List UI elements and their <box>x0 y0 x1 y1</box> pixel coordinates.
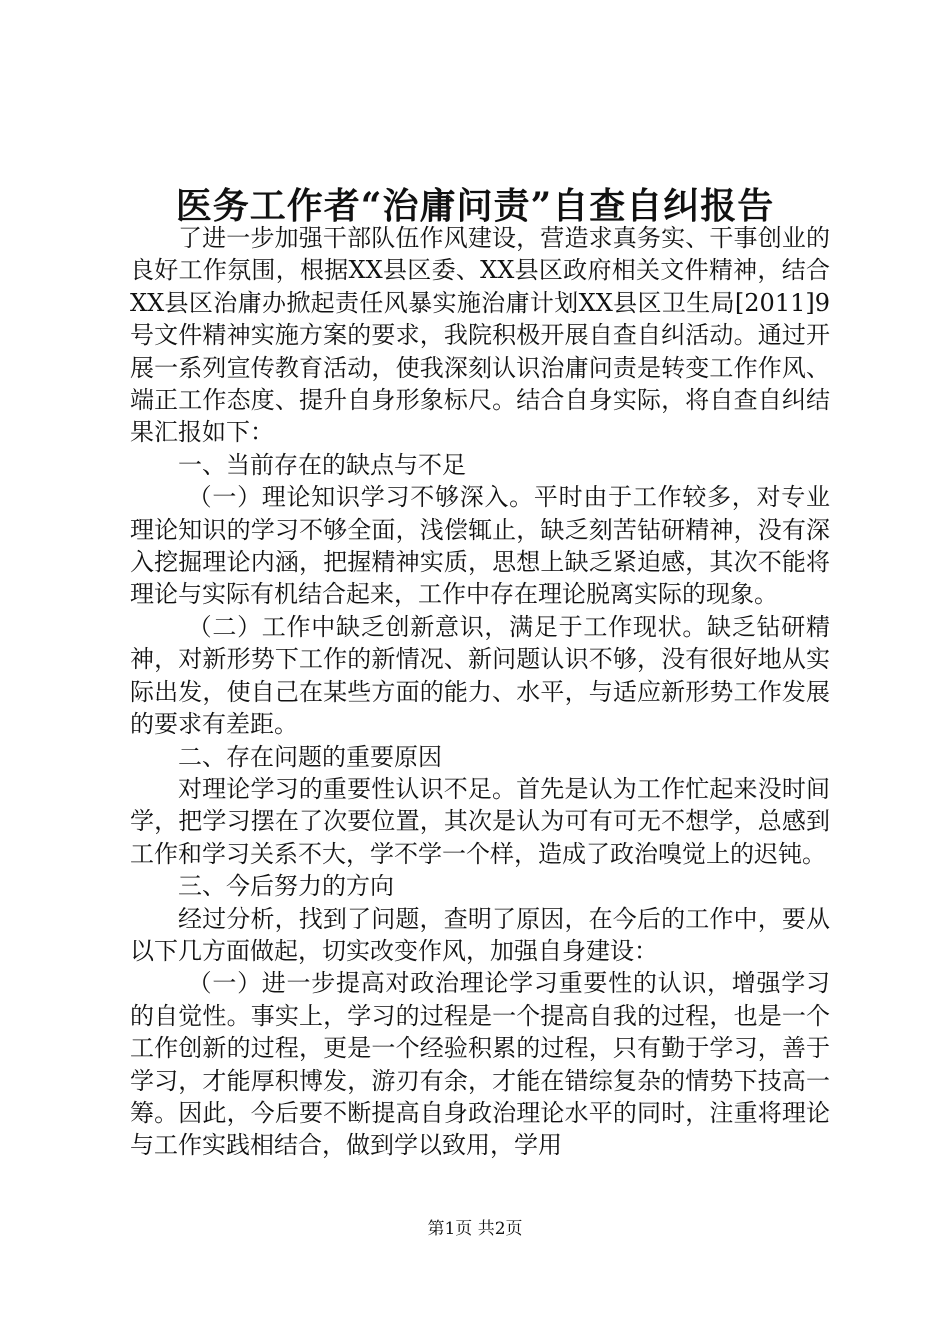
subsection-paragraph-1-1: （一）理论知识学习不够深入。平时由于工作较多，对专业理论知识的学习不够全面，浅偿辄止，缺乏刻苦钻研精神，没有深入挖掘理论内涵，把握精神实质，思想上缺乏紧迫感，其次不能将理论与实际有机结合起来，工作中存在理论脱离实际的现象。 <box>130 483 830 609</box>
section-paragraph-3: 经过分析，找到了问题，查明了原因，在今后的工作中，要从以下几方面做起，切实改变作风，加强自身建设： <box>130 904 830 965</box>
document-title: 医务工作者“治庸问责”自查自纠报告 <box>175 185 775 227</box>
section-heading-2: 二、存在问题的重要原因 <box>178 742 442 771</box>
section-heading-1: 一、当前存在的缺点与不足 <box>178 450 466 479</box>
subsection-paragraph-1-2: （二）工作中缺乏创新意识，满足于工作现状。缺乏钻研精神，对新形势下工作的新情况、新问题认识不够，没有很好地从实际出发，使自己在某些方面的能力、水平，与适应新形势工作发展的要求有差距。 <box>130 612 830 739</box>
section-paragraph-2: 对理论学习的重要性认识不足。首先是认为工作忙起来没时间学，把学习摆在了次要位置，其次是认为可有可无不想学，总感到工作和学习关系不大，学不学一个样，造成了政治嗅觉上的迟钝。 <box>130 774 830 868</box>
document-body <box>130 222 830 1162</box>
page-footer: 第1页 共2页 <box>427 1219 523 1239</box>
subsection-paragraph-3-1: （一）进一步提高对政治理论学习重要性的认识，增强学习的自觉性。事实上，学习的过程是一个提高自我的过程，也是一个工作创新的过程，更是一个经验积累的过程，只有勤于学习，善于学习，才能厚积博发，游刃有余，才能在错综复杂的情势下技高一筹。因此，今后要不断提高自身政治理论水平的同时，注重将理论与工作实践相结合，做到学以致用，学用 <box>130 969 830 1160</box>
section-heading-3: 三、今后努力的方向 <box>178 872 394 901</box>
intro-paragraph: 了进一步加强干部队伍作风建设，营造求真务实、干事创业的良好工作氛围，根据XX县区委、XX县区政府相关文件精神，结合XX县区治庸办掀起责任风暴实施治庸计划XX县区卫生局[2011]9号文件精神实施方案的要求，我院积极开展自查自纠活动。通过开展一系列宣传教育活动，使我深刻认识治庸问责是转变工作作风、端正工作态度、提升自身形象标尺。结合自身实际，将自查自纠结果汇报如下： <box>130 224 830 447</box>
